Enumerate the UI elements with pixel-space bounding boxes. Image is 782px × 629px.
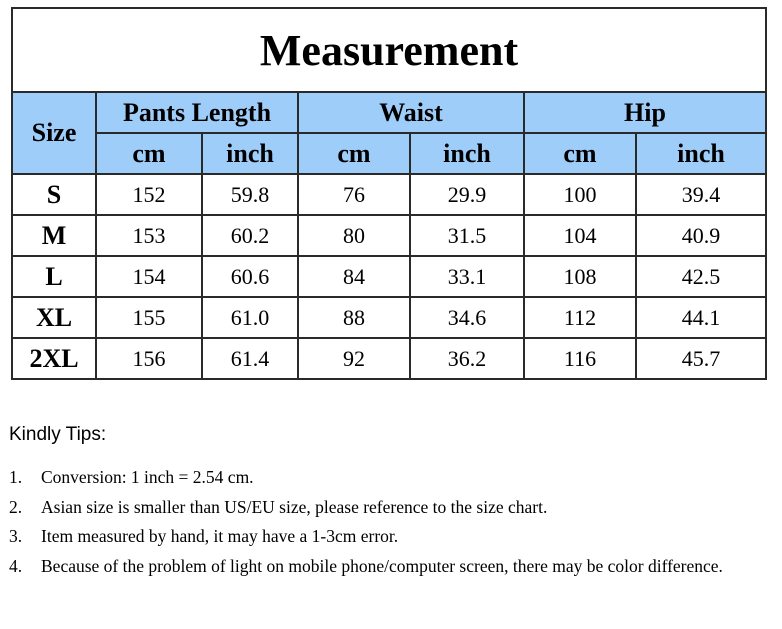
tip-number: 4. — [9, 555, 23, 576]
table-cell: 39.4 — [636, 174, 766, 215]
size-label: XL — [12, 297, 96, 338]
size-label: 2XL — [12, 338, 96, 379]
table-cell: 153 — [96, 215, 202, 256]
unit-header: cm — [298, 133, 410, 174]
table-cell: 29.9 — [410, 174, 524, 215]
table-title: Measurement — [12, 8, 766, 92]
table-cell: 155 — [96, 297, 202, 338]
unit-header: cm — [96, 133, 202, 174]
unit-header: inch — [636, 133, 766, 174]
table-cell: 40.9 — [636, 215, 766, 256]
tip-number: 3. — [9, 526, 23, 546]
size-label: S — [12, 174, 96, 215]
table-cell: 34.6 — [410, 297, 524, 338]
size-label: M — [12, 215, 96, 256]
tip-text: Asian size is smaller than US/EU size, please reference to the size chart. — [41, 496, 548, 517]
table-cell: 92 — [298, 338, 410, 379]
tip-number: 1. — [9, 467, 23, 487]
measurement-table — [11, 7, 767, 380]
table-cell: 61.4 — [202, 338, 298, 379]
table-cell: 108 — [524, 256, 636, 297]
list-item — [9, 493, 779, 523]
table-cell: 112 — [524, 297, 636, 338]
table-cell: 154 — [96, 256, 202, 297]
table-cell: 84 — [298, 256, 410, 297]
table-cell: 59.8 — [202, 174, 298, 215]
table-cell: 76 — [298, 174, 410, 215]
table-cell: 45.7 — [636, 338, 766, 379]
tip-number: 2. — [9, 496, 23, 517]
list-item — [9, 522, 779, 552]
tip-text: Because of the problem of light on mobile phone/computer screen, there may be color difference. — [41, 555, 723, 576]
table-cell: 60.2 — [202, 215, 298, 256]
tip-text: Conversion: 1 inch = 2.54 cm. — [41, 467, 254, 487]
table-cell: 156 — [96, 338, 202, 379]
unit-header: inch — [202, 133, 298, 174]
table-cell: 116 — [524, 338, 636, 379]
tips-title: Kindly Tips: — [9, 424, 107, 445]
table-cell: 60.6 — [202, 256, 298, 297]
group-header-pants-length: Pants Length — [96, 92, 298, 133]
table-row — [12, 256, 766, 297]
size-label: L — [12, 256, 96, 297]
table-cell: 36.2 — [410, 338, 524, 379]
table-row — [12, 174, 766, 215]
size-header: Size — [12, 92, 96, 174]
table-cell: 44.1 — [636, 297, 766, 338]
table-row — [12, 297, 766, 338]
table-cell: 152 — [96, 174, 202, 215]
list-item — [9, 552, 779, 582]
table-cell: 80 — [298, 215, 410, 256]
tips-section — [9, 424, 779, 581]
table-cell: 42.5 — [636, 256, 766, 297]
table-cell: 33.1 — [410, 256, 524, 297]
group-header-waist: Waist — [298, 92, 524, 133]
table-cell: 104 — [524, 215, 636, 256]
tip-text: Item measured by hand, it may have a 1-3cm error. — [41, 526, 399, 546]
table-cell: 88 — [298, 297, 410, 338]
unit-header: cm — [524, 133, 636, 174]
tips-list — [9, 463, 779, 581]
list-item — [9, 463, 779, 493]
table-cell: 31.5 — [410, 215, 524, 256]
table-row — [12, 215, 766, 256]
table-cell: 61.0 — [202, 297, 298, 338]
table-row — [12, 338, 766, 379]
table-cell: 100 — [524, 174, 636, 215]
group-header-hip: Hip — [524, 92, 766, 133]
unit-header: inch — [410, 133, 524, 174]
